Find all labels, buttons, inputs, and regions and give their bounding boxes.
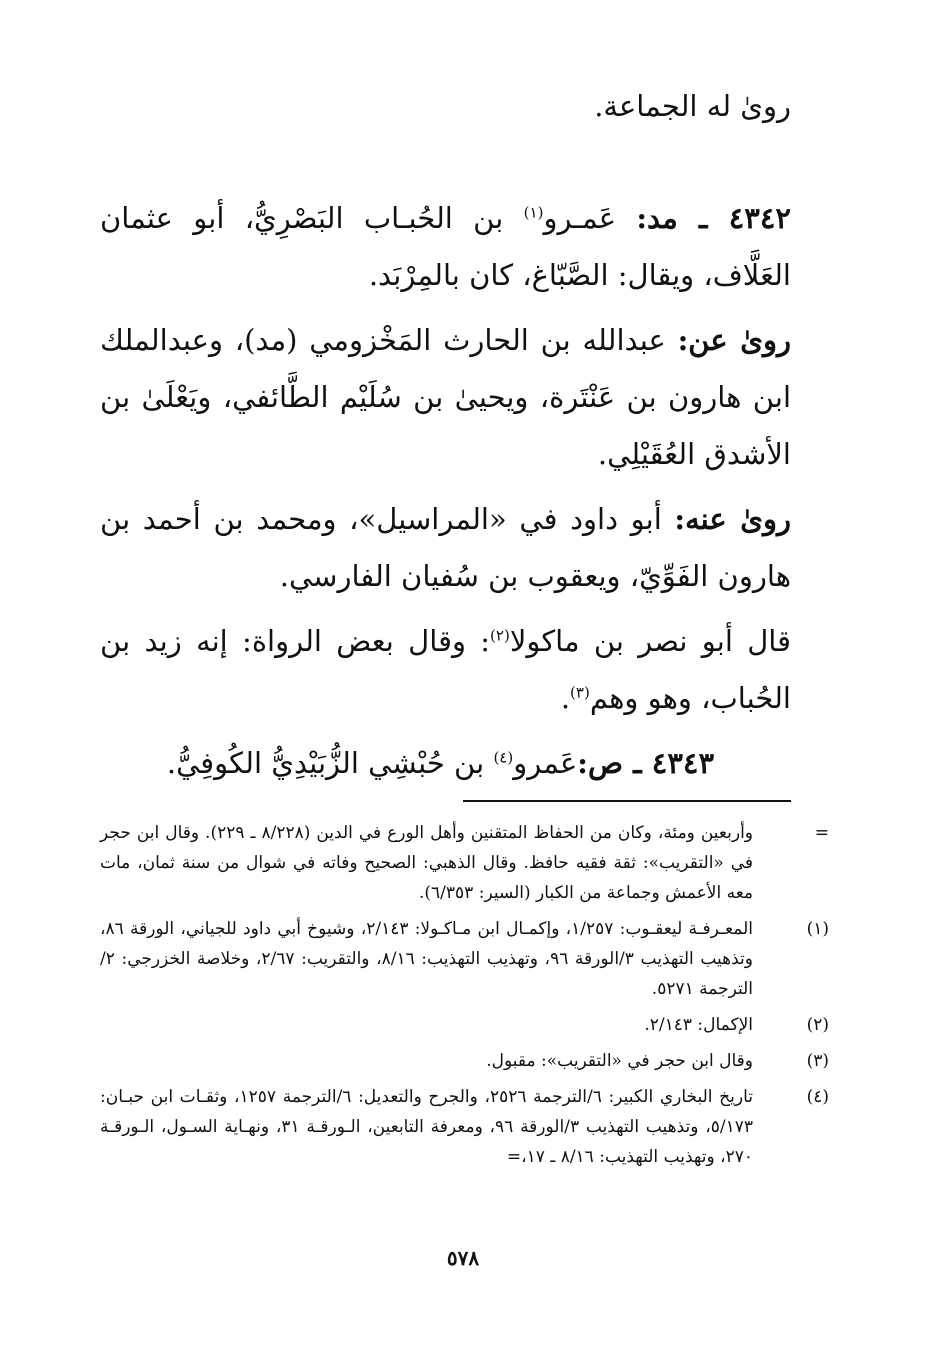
entry-4342 bbox=[100, 190, 791, 304]
footnote-ref-1[interactable]: (١) bbox=[523, 203, 544, 222]
rawa-anhu-text: أبو داود في «المراسيل»، ومحمد بن أحمد بن هارون الفَوِّيّ، ويعقوب بن سُفيان الفارسي. bbox=[100, 502, 791, 593]
rawa-an-paragraph bbox=[100, 312, 791, 483]
footnote-1 bbox=[100, 914, 829, 1004]
footnote-text: وأربعين ومئة، وكان من الحفاظ المتقنين وأهل الورع في الدين (٨/٢٢٨ ـ ٢٢٩). وقال ابن حجر في «التقريب»: ثقة فقيه حافظ. وقال الذهبي: الصحيح وفاته في شوال من سنة ثمان، مات معه الأعمش وجماعة من الكبار (السير: ٦/٣٥٣). bbox=[100, 823, 754, 903]
footnote-mark: = bbox=[814, 823, 829, 843]
entry-4343 bbox=[100, 735, 791, 792]
footnote-mark: (٤) bbox=[806, 1087, 829, 1107]
footnote-continuation bbox=[100, 818, 829, 908]
footnote-4 bbox=[100, 1082, 829, 1172]
main-text bbox=[100, 78, 791, 792]
footnote-text: وقال ابن حجر في «التقريب»: مقبول. bbox=[486, 1051, 753, 1071]
qala-text-1: قال أبو نصر بن ماكولا bbox=[509, 624, 791, 658]
footnote-mark: (١) bbox=[806, 919, 829, 939]
rawa-an-lead: روىٰ عن: bbox=[677, 323, 792, 357]
entry-4342-rest: بن الحُبـاب البَصْرِيُّ، أبو عثمان العَلَّاف، ويقال: الصَّبّاغ، كان بالمِرْبَد. bbox=[100, 201, 791, 292]
footnote-mark: (٣) bbox=[806, 1051, 829, 1071]
entry-4342-name: عَمـرو bbox=[543, 201, 617, 235]
rawa-anhu-lead: روىٰ عنه: bbox=[674, 502, 791, 536]
footnote-mark: (٢) bbox=[806, 1015, 829, 1035]
qala-text-3: . bbox=[560, 681, 571, 715]
entry-4342-number: ٤٣٤٢ ـ مد: bbox=[636, 201, 792, 235]
rawa-anhu-paragraph bbox=[100, 491, 791, 605]
footnote-ref-3[interactable]: (٣) bbox=[570, 683, 590, 702]
footnote-ref-4[interactable]: (٤) bbox=[493, 748, 514, 767]
qala-text-2: : وقال بعض الرواة: إنه زيد بن الحُباب، وهو وهم bbox=[100, 624, 791, 715]
footnote-divider bbox=[463, 800, 791, 802]
footnote-text: تاريخ البخاري الكبير: ٦/الترجمة ٢٥٢٦، والجرح والتعديل: ٦/الترجمة ١٢٥٧، وثقـات ابن حبـان: ٥/١٧٣، وتذهيب التهذيب ٣/الورقة ٩٦، ومعرفة التابعين، الـورقـة ٣١، ونهـاية السـول، الـورقـة ٢٧٠، وتهذيب التهذيب: ٨/١٦ ـ ١٧،= bbox=[100, 1087, 753, 1167]
rawa-lahu-line bbox=[100, 78, 791, 135]
footnote-ref-2[interactable]: (٢) bbox=[490, 626, 510, 645]
entry-4343-name: عَمرو bbox=[513, 746, 578, 780]
footnote-2 bbox=[100, 1010, 829, 1040]
footnote-text: المعـرفـة ليعقـوب: ١/٢٥٧، وإكمـال ابن مـاكـولا: ٢/١٤٣، وشيوخ أبي داود للجياني، الورقة ٨٦، وتذهيب التهذيب ٣/الورقة ٩٦، وتهذيب التهذيب: ٨/١٦، والتقريب: ٢/٦٧، وخلاصة الخزرجي: ٢/الترجمة ٥٢٧١. bbox=[100, 919, 753, 999]
footnotes bbox=[100, 818, 829, 1178]
rawa-lahu-text: روىٰ له الجماعة. bbox=[594, 89, 791, 123]
entry-4343-number: ٤٣٤٣ ـ ص: bbox=[577, 746, 715, 780]
entry-4343-rest: بن حُبْشِي الزُّبَيْدِيُّ الكُوفِيُّ. bbox=[166, 746, 494, 780]
page-number: ٥٧٨ bbox=[446, 1246, 480, 1270]
rawa-an-text: عبدالله بن الحارث المَخْزومي (مد)، وعبدالملك ابن هارون بن عَنْتَرة، ويحيىٰ بن سُلَيْم الطَّائفي، ويَعْلَىٰ بن الأشدق العُقَيْلِي. bbox=[100, 323, 791, 471]
qala-paragraph bbox=[100, 613, 791, 727]
footnote-text: الإكمال: ٢/١٤٣. bbox=[644, 1015, 753, 1035]
footnote-3 bbox=[100, 1046, 829, 1076]
